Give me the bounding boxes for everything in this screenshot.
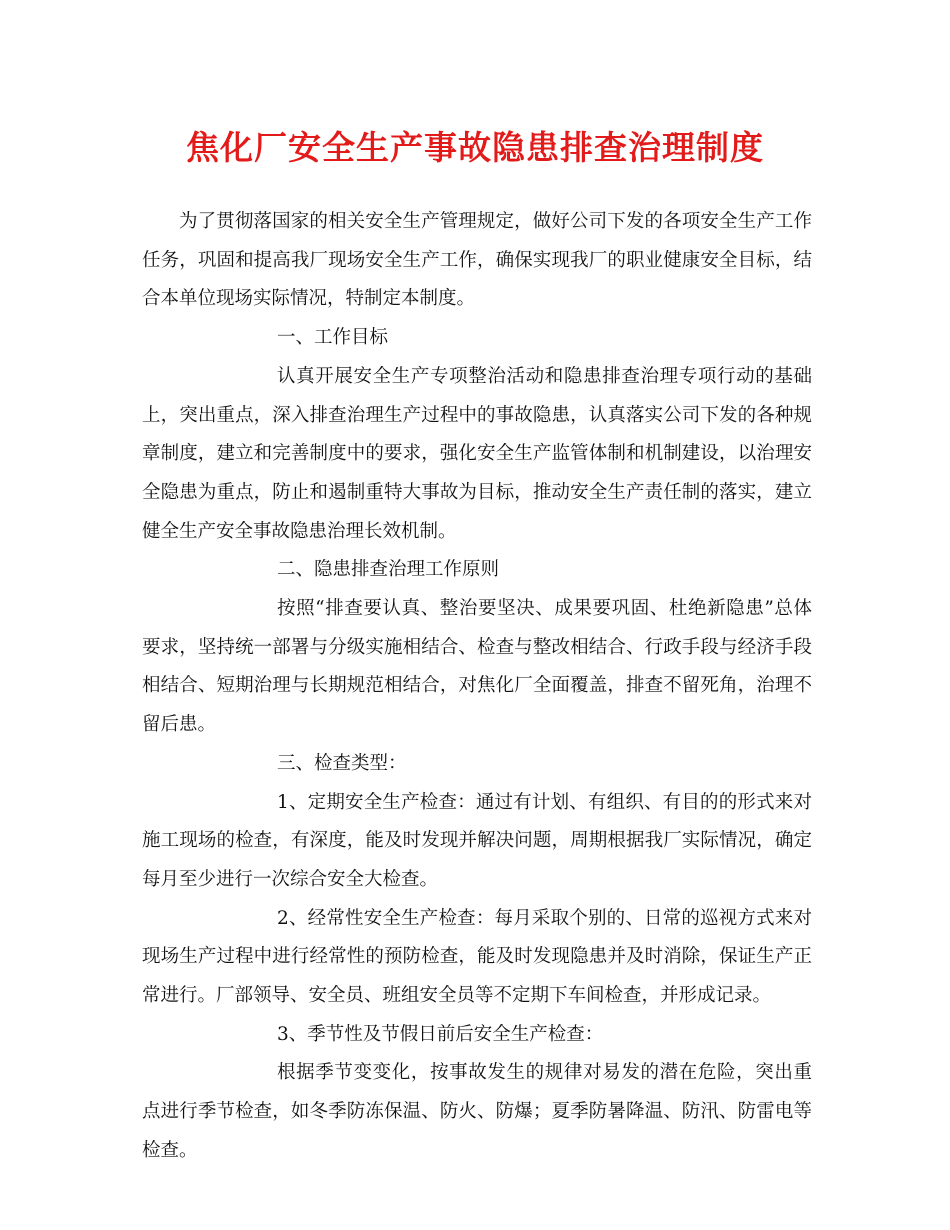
periodic-inspection-paragraph: 1、定期安全生产检查：通过有计划、有组织、有目的的形式来对施工现场的检查，有深度，能及时发现并解决问题，周期根据我厂实际情况，确定每月至少进行一次综合安全大检查。 bbox=[142, 791, 812, 890]
principles-paragraph: 按照“排查要认真、整治要坚决、成果要巩固、杜绝新隐患”总体要求，坚持统一部署与分级实施相结合、检查与整改相结合、行政手段与经济手段相结合、短期治理与长期规范相结合，对焦化厂全面覆盖，排查不留死角，治理不留后患。 bbox=[142, 598, 812, 736]
routine-inspection-paragraph: 2、经常性安全生产检查：每月采取个别的、日常的巡视方式来对现场生产过程中进行经常性的预防检查，能及时发现隐患并及时消除，保证生产正常进行。厂部领导、安全员、班组安全员等不定期下车间检查，并形成记录。 bbox=[142, 907, 812, 1007]
work-goal-paragraph: 认真开展安全生产专项整治活动和隐患排查治理专项行动的基础上，突出重点，深入排查治理生产过程中的事故隐患，认真落实公司下发的各种规章制度，建立和完善制度中的要求，强化安全生产监管体制和机制建设，以治理安全隐患为重点，防止和遏制重特大事故为目标，推动安全生产责任制的落实，建立健全生产安全事故隐患治理长效机制。 bbox=[142, 365, 812, 542]
document-body bbox=[142, 203, 812, 1171]
seasonal-inspection-heading: 3、季节性及节假日前后安全生产检查： bbox=[277, 1023, 604, 1045]
section-heading-work-goal: 一、工作目标 bbox=[277, 327, 389, 349]
seasonal-inspection-paragraph: 根据季节变变化，按事故发生的规律对易发的潜在危险，突出重点进行季节检查，如冬季防冻保温、防火、防爆；夏季防暑降温、防汛、防雷电等检查。 bbox=[142, 1062, 812, 1161]
document-title: 焦化厂安全生产事故隐患排查治理制度 bbox=[186, 128, 764, 167]
section-heading-principles: 二、隐患排查治理工作原则 bbox=[277, 559, 500, 581]
intro-paragraph: 为了贯彻落国家的相关安全生产管理规定，做好公司下发的各项安全生产工作任务，巩固和提高我厂现场安全生产工作，确保实现我厂的职业健康安全目标，结合本单位现场实际情况，特制定本制度。 bbox=[142, 211, 812, 310]
section-heading-inspection-types: 三、检查类型： bbox=[277, 752, 407, 774]
